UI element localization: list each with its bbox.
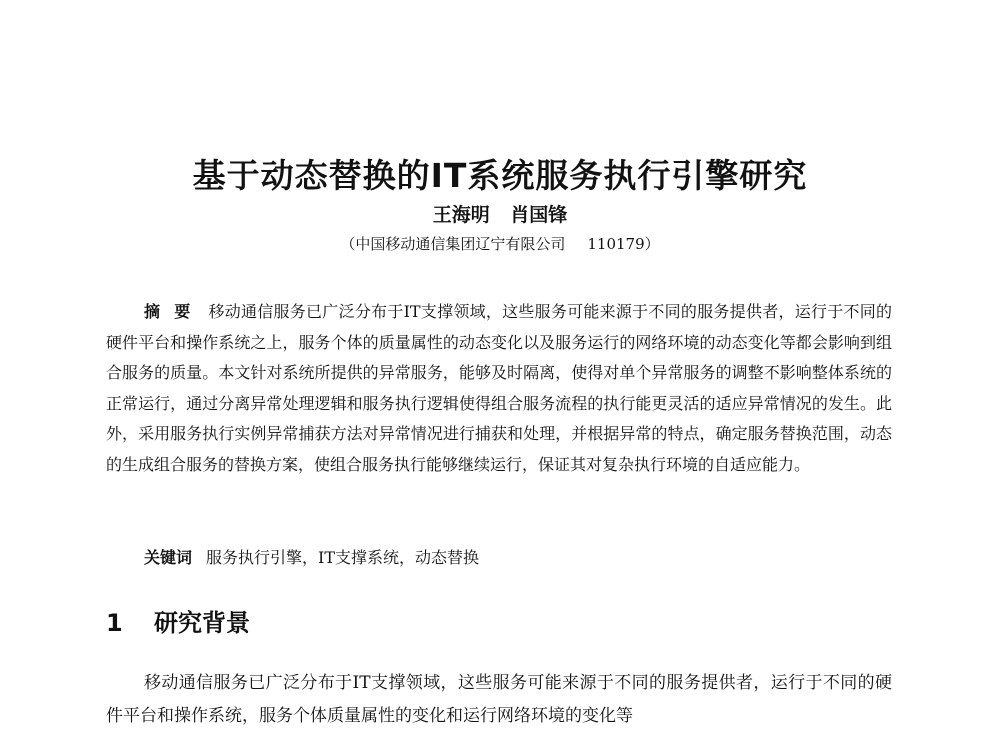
paper-title: 基于动态替换的IT系统服务执行引擎研究 bbox=[192, 156, 808, 195]
section-heading bbox=[106, 605, 250, 641]
keywords-line bbox=[144, 545, 479, 571]
section-number: 1 bbox=[106, 609, 123, 637]
affiliation-name: （中国移动通信集团辽宁有限公司 bbox=[340, 235, 566, 253]
section-body-paragraph: 移动通信服务已广泛分布于IT支撑领域，这些服务可能来源于不同的服务提供者，运行于不同的硬件平台和操作系统，服务个体质量属性的变化和运行网络环境的变化等 bbox=[106, 673, 892, 726]
postal-code: 110179） bbox=[587, 235, 660, 253]
author-list: 王海明 肖国锋 bbox=[432, 204, 568, 226]
abstract-text: 移动通信服务已广泛分布于IT支撑领域，这些服务可能来源于不同的服务提供者，运行于不同的硬件平台和操作系统之上，服务个体的质量属性的动态变化以及服务运行的网络环境的动态变化等都会影响到组合服务的质量。本文针对系统所提供的异常服务，能够及时隔离，使得对单个异常服务的调整不影响整体系统的正常运行，通过分离异常处理逻辑和服务执行逻辑使得组合服务流程的执行能更灵活的适应异常情况的发生。此外，采用服务执行实例异常捕获方法对异常情况进行捕获和处理，并根据异常的特点，确定服务替换范围，动态的生成组合服务的替换方案，使组合服务执行能够继续运行，保证其对复杂执行环境的自适应能力。 bbox=[106, 302, 892, 474]
abstract-paragraph bbox=[106, 297, 892, 480]
section-title: 研究背景 bbox=[154, 609, 250, 637]
affiliation bbox=[0, 232, 1000, 256]
abstract-label: 摘要 bbox=[144, 302, 205, 321]
keywords-text: 服务执行引擎，IT支撑系统，动态替换 bbox=[206, 548, 480, 567]
keywords-label: 关键词 bbox=[144, 548, 193, 567]
